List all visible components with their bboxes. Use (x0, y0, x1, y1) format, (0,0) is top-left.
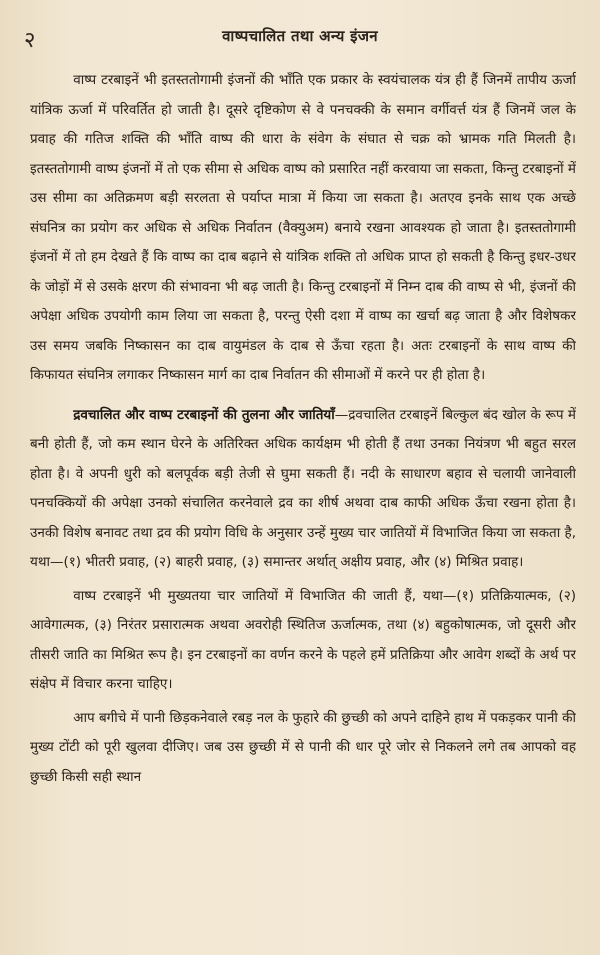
page-number: २ (24, 28, 36, 53)
paragraph-1: वाष्प टरबाइनें भी इतस्ततोगामी इंजनों की भाँति एक प्रकार के स्वयंचालक यंत्र ही हैं जिनमें तापीय ऊर्जा यांत्रिक ऊर्जा में परिवर्तित हो जाती है। दूसरे दृष्टिकोण से वे पनचक्की के समान वर्गीवर्त्त यंत्र हैं जिनमें जल के प्रवाह की गतिज शक्ति की भाँति वाष्प की धारा के संवेग के संघात से चक्र को भ्रामक गति मिलती है। इतस्ततोगामी वाष्प इंजनों में तो एक सीमा से अधिक वाष्प को प्रसारित नहीं करवाया जा सकता, किन्तु टरबाइनों में उस सीमा का अतिक्रमण बड़ी सरलता से पर्याप्त मात्रा में किया जा सकता है। अतएव इनके साथ एक अच्छे संघनित्र का प्रयोग कर अधिक से अधिक निर्वातन (वैक्युअम) बनाये रखना आवश्यक हो जाता है। इतस्ततोगामी इंजनों में तो हम देखते हैं कि वाष्प का दाब बढ़ाने से यांत्रिक शक्ति तो अधिक प्राप्त हो सकती है किन्तु इधर-उधर के जोड़ों में से उसके क्षरण की संभावना भी बढ़ जाती है। किन्तु टरबाइनों में निम्न दाब की वाष्प से भी, इंजनों की अपेक्षा अधिक उपयोगी काम लिया जा सकता है, परन्तु ऐसी दशा में वाष्प का खर्चा बढ़ जाता है और विशेषकर उस समय जबकि निष्कासन का दाब वायुमंडल के दाब से ऊँचा रहता है। अतः टरबाइनों के साथ वाष्प की किफायत संघनित्र लगाकर निष्कासन मार्ग का दाब निर्वातन की सीमाओं में करने पर ही होता है। (30, 72, 576, 383)
paragraph-2-body: —द्रवचालित टरबाइनें बिल्कुल बंद खोल के रूप में बनी होती हैं, जो कम स्थान घेरने के अतिरिक्त अधिक कार्यक्षम भी होती हैं तथा उनका नियंत्रण भी बहुत सरल होता है। वे अपनी धुरी को बलपूर्वक बड़ी तेजी से घुमा सकती हैं। नदी के साधारण बहाव से चलायी जानेवाली पनचक्कियों की अपेक्षा उनको संचालित करनेवाले द्रव का शीर्ष अथवा दाब काफी अधिक ऊँचा रखना होता है। उनकी विशेष बनावट तथा द्रव की प्रयोग विधि के अनुसार उन्हें मुख्य चार जातियों में विभाजित किया जा सकता है, यथा—(१) भीतरी प्रवाह, (२) बाहरी प्रवाह, (३) समान्तर अर्थात् अक्षीय प्रवाह, और (४) मिश्रित प्रवाह। (30, 406, 576, 570)
body-text (30, 66, 576, 947)
paragraph-2-heading: द्रवचालित और वाष्प टरबाइनों की तुलना और जातियाँ (73, 406, 335, 423)
running-title: वाष्पचालित तथा अन्य इंजन (222, 27, 378, 45)
paragraph-3: वाष्प टरबाइनें भी मुख्यतया चार जातियों में विभाजित की जाती हैं, यथा—(१) प्रतिक्रियात्मक, (२) आवेगात्मक, (३) निरंतर प्रसारात्मक अथवा अवरोही स्थितिज ऊर्जात्मक, तथा (४) बहुकोषात्मक, जो दूसरी और तीसरी जाति का मिश्रित रूप है। इन टरबाइनों का वर्णन करने के पहले हमें प्रतिक्रिया और आवेग शब्दों के अर्थ पर संक्षेप में विचार करना चाहिए। (30, 587, 576, 692)
page-header (22, 22, 578, 56)
paragraph-4: आप बगीचे में पानी छिड़कनेवाले रबड़ नल के फुहारे की छुच्छी को अपने दाहिने हाथ में पकड़कर पानी की मुख्य टोंटी को पूरी खुलवा दीजिए। जब उस छुच्छी में से पानी की धार पूरे जोर से निकलने लगे तब आपको वह छुच्छी किसी सही स्थान (30, 709, 576, 785)
paragraph-2 (30, 401, 576, 578)
